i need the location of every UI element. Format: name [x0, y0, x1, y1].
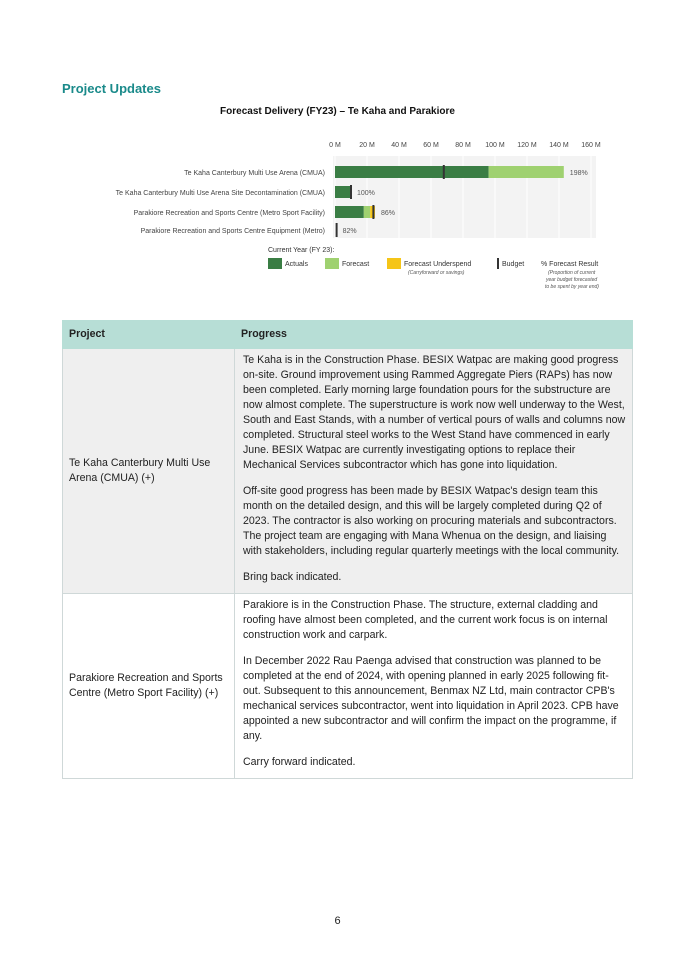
legend-result-note-1: (Proportion of current: [548, 270, 596, 276]
chart-title: Forecast Delivery (FY23) – Te Kaha and Parakiore: [220, 106, 455, 117]
x-tick-label: 160 M: [581, 142, 601, 149]
x-tick-label: 80 M: [455, 142, 471, 149]
table-row: [63, 349, 633, 594]
progress-paragraph: In December 2022 Rau Paenga advised that construction was planned to be completed at the end of 2024, with opening planned in early 2025 following fit-out. Subsequent to this announcement, Benmax NZ Ltd, main contractor CPB's mechanical services subcontractor, went into liquidation in April 2023. CPB have appointed a new subcontractor and will confirm the impact on the programme, if any.: [243, 655, 619, 742]
progress-paragraph: Off-site good progress has been made by BESIX Watpac's design team this month on the detailed design, and this will be largely completed during Q2 of 2023. The contractor is also working on procuring materials and subcontractors. The project team are engaging with Mana Whenua on the design, and liaising with stakeholders, including regular quarterly meetings with the local community.: [243, 485, 620, 557]
budget-marker: [350, 185, 352, 199]
result-label: 86%: [381, 210, 396, 217]
x-tick-label: 0 M: [329, 142, 341, 149]
x-tick-label: 140 M: [549, 142, 569, 149]
result-label: 82%: [342, 228, 357, 235]
chart-svg: [0, 100, 675, 300]
legend-result-note-3: to be spent by year end): [545, 284, 599, 290]
budget-marker: [443, 165, 445, 179]
progress-paragraph: Carry forward indicated.: [243, 756, 356, 768]
bar-segment: [489, 166, 564, 178]
progress-te-kaha: [235, 349, 633, 594]
legend-underspend-note: (Carryforward or savings): [408, 270, 465, 276]
x-tick-label: 60 M: [423, 142, 439, 149]
bar-segment: [335, 186, 351, 198]
bar-segment: [364, 206, 370, 218]
category-label: Parakiore Recreation and Sports Centre (Metro Sport Facility): [133, 210, 325, 217]
header-project: Project: [63, 321, 235, 349]
progress-paragraph: Bring back indicated.: [243, 571, 342, 583]
legend-budget-label: Budget: [502, 261, 525, 268]
table-row: [63, 594, 633, 779]
x-tick-label: 120 M: [517, 142, 537, 149]
header-progress: Progress: [235, 321, 633, 349]
legend-underspend-swatch: [387, 258, 401, 269]
legend-result-label: % Forecast Result: [541, 261, 599, 268]
x-tick-label: 100 M: [485, 142, 505, 149]
x-tick-label: 20 M: [359, 142, 375, 149]
page-number: 6: [334, 915, 341, 927]
table-header-row: [63, 321, 633, 349]
legend-underspend-label: Forecast Underspend: [404, 261, 472, 268]
project-name-te-kaha: Te Kaha Canterbury Multi Use Arena (CMUA) (+): [63, 349, 235, 594]
category-label: Te Kaha Canterbury Multi Use Arena (CMUA): [184, 170, 325, 177]
result-label: 100%: [357, 190, 375, 197]
legend-forecast-label: Forecast: [342, 261, 370, 268]
x-tick-label: 40 M: [391, 142, 407, 149]
progress-parakiore: [235, 594, 633, 779]
progress-paragraph: Parakiore is in the Construction Phase. The structure, external cladding and roofing have almost been completed, and the current work focus is on internal construction work and carpark.: [243, 599, 608, 641]
budget-marker: [336, 223, 338, 237]
progress-paragraph: Te Kaha is in the Construction Phase. BESIX Watpac are making good progress on-site. Ground improvement using Rammed Aggregate Piers (RAPs) has now been completed. Early morning large foundation pours for the substructure are now almost complete. The superstructure is work now well underway to the West, South and East Stands, with a number of vertical pours of walls and columns now completed. Structural steel works to the West Stand have commenced in early June. BESIX Watpac are currently investigating options to replace their Mechanical Services subcontractor which has gone into liquidation.: [243, 354, 626, 471]
legend-actuals-swatch: [268, 258, 282, 269]
bar-segment: [335, 166, 489, 178]
category-label: Parakiore Recreation and Sports Centre Equipment (Metro): [140, 228, 325, 235]
result-label: 198%: [569, 170, 588, 177]
bar-segment: [335, 206, 364, 218]
legend-forecast-swatch: [325, 258, 339, 269]
project-name-parakiore: Parakiore Recreation and Sports Centre (Metro Sport Facility) (+): [63, 594, 235, 779]
project-progress-table: [62, 320, 633, 779]
forecast-delivery-chart: [0, 100, 675, 300]
legend-actuals-label: Actuals: [285, 261, 308, 268]
section-heading: Project Updates: [62, 81, 161, 96]
legend-result-note-2: year budget forecasted: [546, 277, 598, 283]
legend-budget-marker: [497, 258, 499, 269]
budget-marker: [372, 205, 374, 219]
legend-heading: Current Year (FY 23):: [268, 247, 335, 254]
category-label: Te Kaha Canterbury Multi Use Arena Site Decontamination (CMUA): [115, 190, 325, 197]
